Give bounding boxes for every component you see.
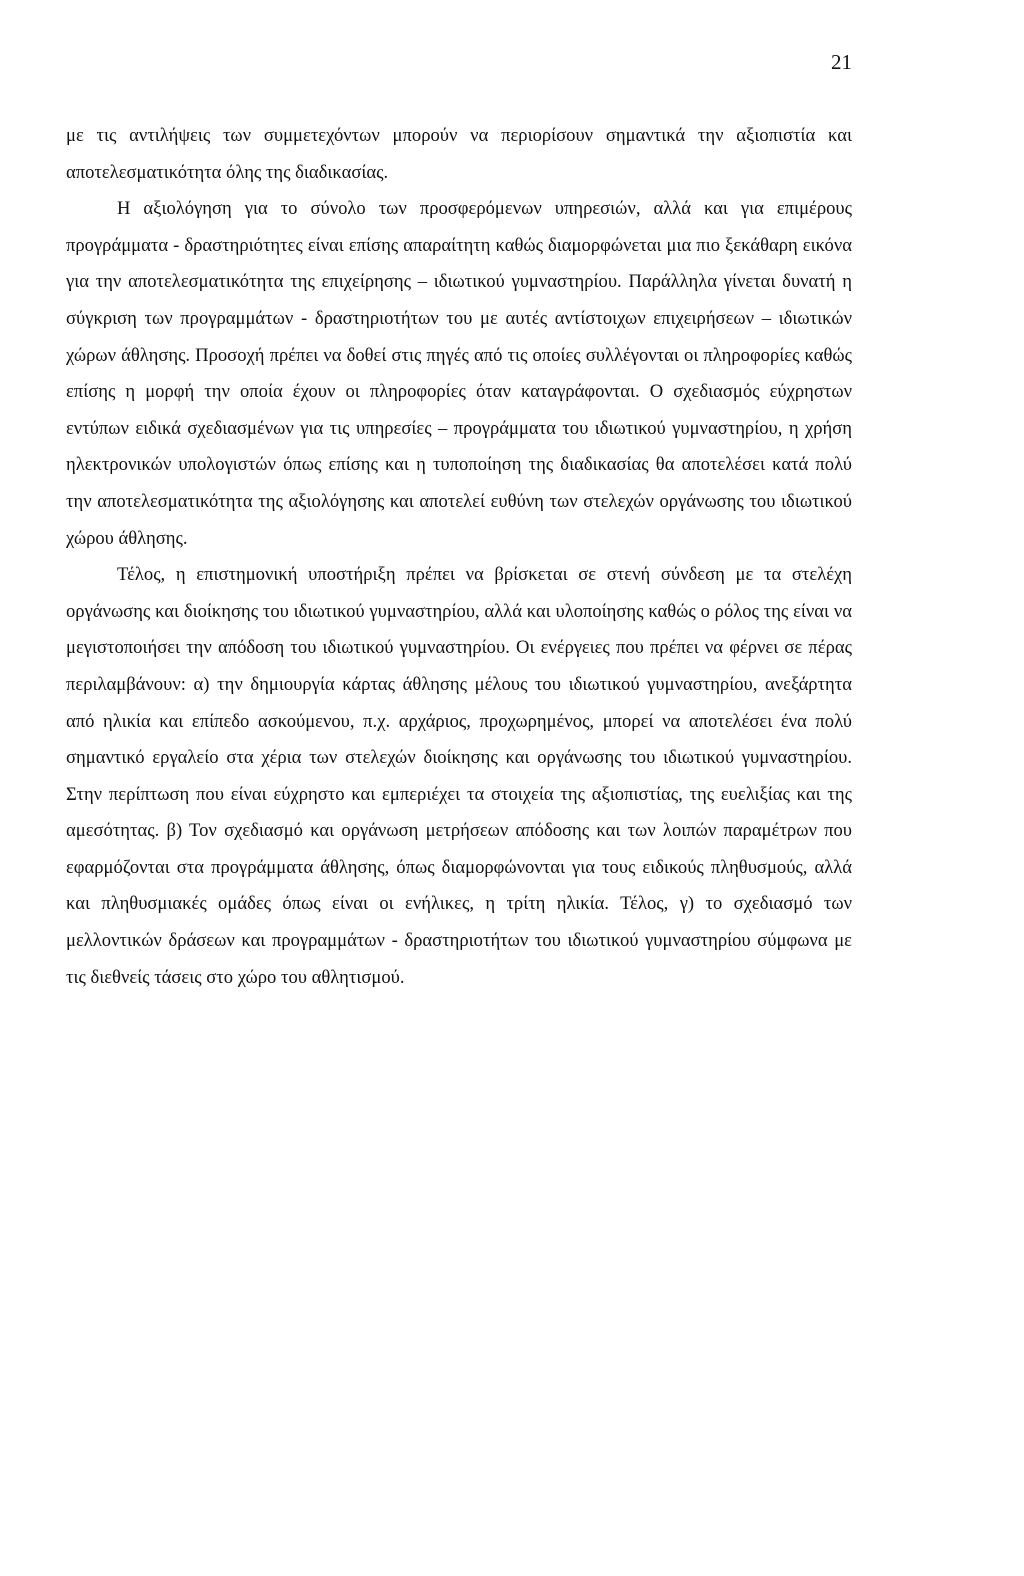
paragraph-scientific-support: Τέλος, η επιστημονική υποστήριξη πρέπει να βρίσκεται σε στενή σύνδεση με τα στελέχη οργάνωσης και διοίκησης του ιδιωτικού γυμναστηρίου, αλλά και υλοποίησης καθώς ο ρόλος της είναι να μεγιστοποιήσει την απόδοση του ιδιωτικού γυμναστηρίου. Οι ενέργειες που πρέπει να φέρνει σε πέρας περιλαμβάνουν: α) την δημιουργία κάρτας άθλησης μέλους του ιδιωτικού γυμναστηρίου, ανεξάρτητα από ηλικία και επίπεδο ασκούμενου, π.χ. αρχάριος, προχωρημένος, μπορεί να αποτελέσει ένα πολύ σημαντικό εργαλείο στα χέρια των στελεχών διοίκησης και οργάνωσης του ιδιωτικού γυμναστηρίου. Στην περίπτωση που είναι εύχρηστο και εμπεριέχει τα στοιχεία της αξιοπιστίας, της ευελιξίας και της αμεσότητας. β) Τον σχεδιασμό και οργάνωση μετρήσεων απόδοσης και των λοιπών παραμέτρων που εφαρμόζονται στα προγράμματα άθλησης, όπως διαμορφώνονται για τους ειδικούς πληθυσμούς, αλλά και πληθυσμιακές ομάδες όπως είναι οι ενήλικες, η τρίτη ηλικία. Τέλος, γ) το σχεδιασμό των μελλοντικών δράσεων και προγραμμάτων - δραστηριοτήτων του ιδιωτικού γυμναστηρίου σύμφωνα με τις διεθνείς τάσεις στο χώρο του αθλητισμού. — [66, 564, 852, 988]
page-number: 21 — [831, 50, 852, 74]
paragraph-evaluation: Η αξιολόγηση για το σύνολο των προσφερόμενων υπηρεσιών, αλλά και για επιμέρους προγράμματα - δραστηριότητες είναι επίσης απαραίτητη καθώς διαμορφώνεται μια πιο ξεκάθαρη εικόνα για την αποτελεσματικότητα της επιχείρησης – ιδιωτικού γυμναστηρίου. Παράλληλα γίνεται δυνατή η σύγκριση των προγραμμάτων - δραστηριοτήτων του με αυτές αντίστοιχων επιχειρήσεων – ιδιωτικών χώρων άθλησης. Προσοχή πρέπει να δοθεί στις πηγές από τις οποίες συλλέγονται οι πληροφορίες καθώς επίσης η μορφή την οποία έχουν οι πληροφορίες όταν καταγράφονται. Ο σχεδιασμός εύχρηστων εντύπων ειδικά σχεδιασμένων για τις υπηρεσίες – προγράμματα του ιδιωτικού γυμναστηρίου, η χρήση ηλεκτρονικών υπολογιστών όπως επίσης και η τυποποίηση της διαδικασίας θα αποτελέσει κατά πολύ την αποτελεσματικότητα της αξιολόγησης και αποτελεί ευθύνη των στελεχών οργάνωσης του ιδιωτικού χώρου άθλησης. — [66, 198, 852, 549]
body-text — [66, 118, 852, 996]
paragraph-continuation: με τις αντιλήψεις των συμμετεχόντων μπορούν να περιορίσουν σημαντικά την αξιοπιστία και αποτελεσματικότητα όλης της διαδικασίας. — [66, 125, 852, 183]
